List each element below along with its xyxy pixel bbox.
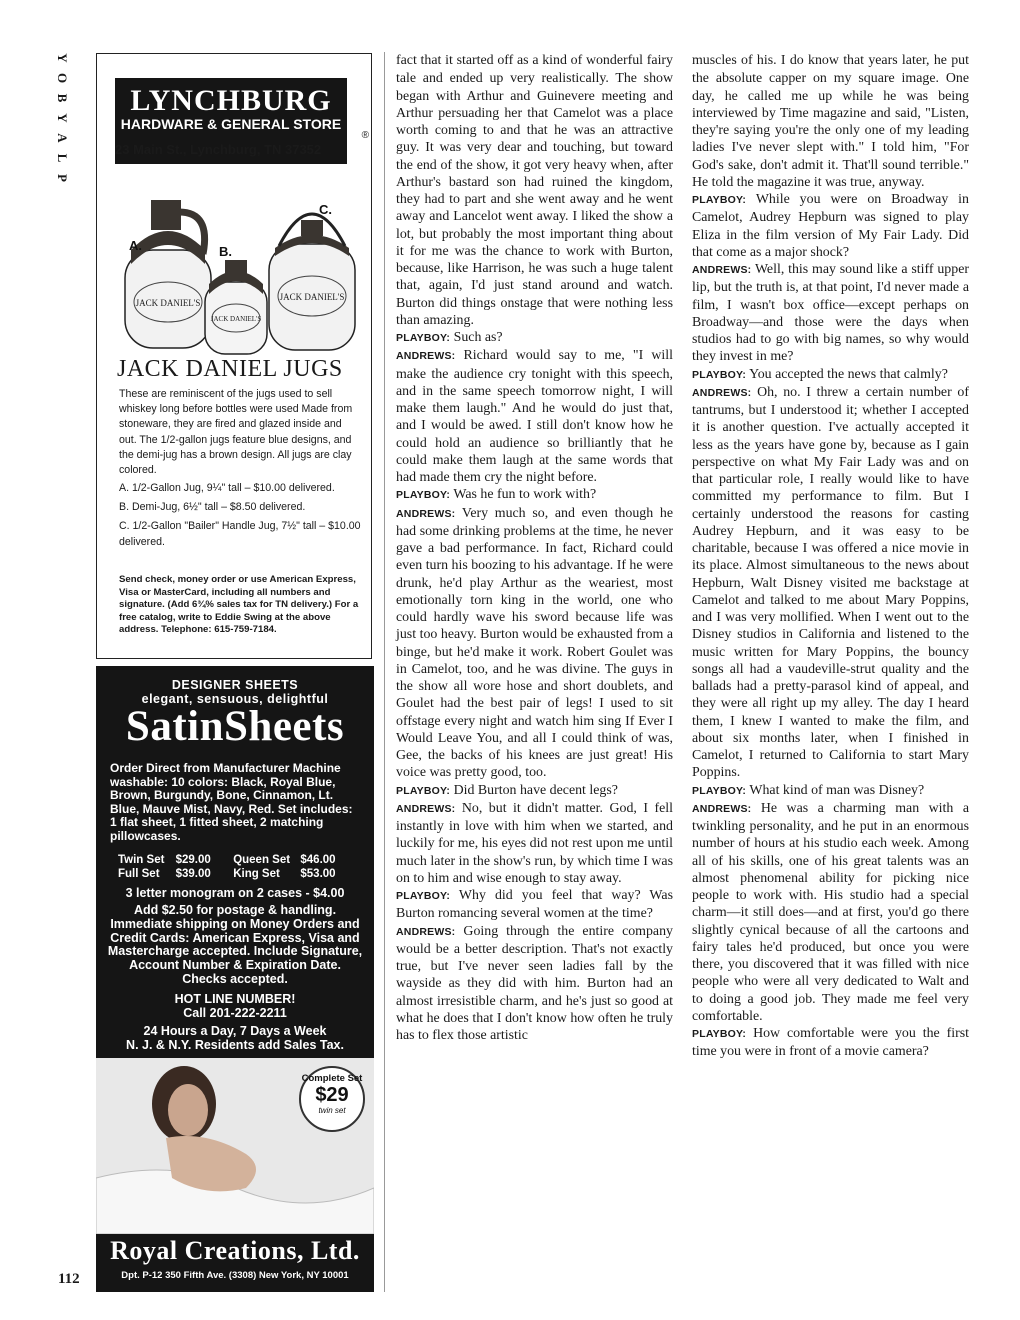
paragraph: ANDREWS: He was a charming man with a twinkling personality, and he put in an enormous number of hours at his studio each week. Among all of his skills, one of his great talents was an almost phenomenal ability for picking nice people to work with. His studio had a special charm—it still does—and at first, you'd go there slightly cynical because of all the cartoons and fairy tales he'd produced, but once you were there, you discovered that it was filled with nice people who were all very dedicated to Walt and to doing a good job. They made me feel very comfortable. (692, 800, 969, 1024)
paragraph: PLAYBOY: Such as? (396, 330, 503, 345)
jug-c-icon (269, 214, 355, 350)
company-name: Royal Creations, Ltd. (110, 1236, 360, 1265)
satin-title: SatinSheets (125, 703, 345, 750)
magazine-name-vertical: Y O B Y A L P (55, 53, 70, 182)
jugs-illustration (113, 190, 359, 358)
paragraph: PLAYBOY: You accepted the news that calmly? (692, 366, 948, 382)
paragraph: ANDREWS: No, but it didn't matter. God, I fell instantly in love with him when we started, and luckily for me, his eyes did not rest upon me until much later in the show's run, by which time I was on to him and wise enough to stay away. (396, 800, 673, 886)
registered-mark: ® (361, 130, 369, 141)
svg-text:C.: C. (319, 202, 332, 217)
article-column-1 (396, 52, 673, 1044)
paragraph: ANDREWS: Going through the entire company would be a better description. That's not exactly true, but I've never seen ladies fall by the wayside as they did with him. Burton had an almost irresistible charm, and he's just so good at what he does that I don't know how often he truly has to flex those artistic (396, 923, 673, 1043)
paragraph: ANDREWS: Very much so, and even though he had some drinking problems at the time, he never gave a bad performance. In fact, Richard could even turn his boozing to his advantage. If he were drunk, he'd play Arthur as the weariest, most emotionally torn king in the world, one who could hardly wave his sword because life was just too heavy. Burton would be exhausted from a binge, but he'd make it work. Robert Goulet was in Camelot, too, and he was divine. The guys in the show all wore hose and short doublets, and Goulet had the best pair of legs! I used to sit offstage every night and watch him sing If Ever I Would Leave You, and all I could think of was, Gee, the backs of his knees are just great! His voice was pretty good, too. (396, 505, 673, 781)
jug-item: A. 1/2-Gallon Jug, 9¼" tall – $10.00 delivered. (119, 482, 335, 494)
satin-header: DESIGNER SHEETS elegant, sensuous, delightful (141, 678, 329, 706)
jug-b-icon (205, 260, 267, 354)
store-name: LYNCHBURG (130, 84, 332, 117)
price-table (118, 854, 358, 881)
svg-text:JACK DANIEL'S: JACK DANIEL'S (135, 298, 201, 308)
paragraph: ANDREWS: Richard would say to me, "I will make the audience cry tonight with this speech, and in the same speech tomorrow night, I will make them laugh." And he would do just that, and I would be awed. I still don't know how he could hold an audience so brilliantly that he could make them laugh at the same words that had made them cry the night before. (396, 348, 673, 485)
paragraph: ANDREWS: Oh, no. I threw a certain number of tantrums, but I understood it; whether I accepted it is another question. I've actually accepted it less as the years have gone by, because as I gain perspective on what My Fair Lady was and on that particular role, I really would like to have committed my performance to film. But I certainly understood the reasons for casting Audrey Hepburn, and it was easy to be charitable, because I was offered a nice movie in its place. Almost simultaneous to the news about Hepburn, Walt Disney visited me backstage at Camelot and talked to me about Mary Poppins, and I was very mollified. When I went out to the Disney studios in California and listened to the music written for Mary Poppins, the bouncy songs all had a vaudeville-strut quality and the ballads had a pretty-parasol kind of appeal, and they were all right up my alley. The day I heard them, I knew I wanted to make the film, and about six months later, when I finished in Camelot, I returned to California to start Mary Poppins. (692, 384, 969, 781)
column-divider (384, 52, 385, 1292)
store-address: 23 Main St., Lynchburg, TN 37352 (115, 142, 322, 157)
svg-text:B.: B. (219, 244, 232, 259)
jugs-item-list (119, 481, 361, 554)
price-badge: Complete Set $29 twin set (299, 1066, 365, 1132)
price-row: Full Set $39.00 King Set $53.00 (118, 867, 336, 880)
paragraph: PLAYBOY: Was he fun to work with? (396, 487, 597, 503)
shipping-info: Add $2.50 for postage & handling. Immediate shipping on Money Orders and Credit Cards: American Express, Visa and Mastercharge accepted. Include Signature, Account Number & Expiration Date. Checks accepted. (107, 903, 363, 986)
jug-item: B. Demi-Jug, 6½" tall – $8.50 delivered. (119, 501, 306, 514)
paragraph: PLAYBOY: Why did you feel that way? Was Burton romancing several women at the time? (396, 888, 673, 922)
jugs-description: These are reminiscent of the jugs used to sell whiskey long before bottles were used Made from stoneware, they are fired and glazed inside and out. The 1/2-gallon jugs feature blue designs, and the demi-jug has a brown design. All jugs are clay colored. (119, 388, 353, 477)
satin-sheets-ad (96, 666, 374, 1292)
paragraph: ANDREWS: Well, this may sound like a stiff upper lip, but the truth is, at that point, I'd never made a film, I wasn't box office—except perhaps on Broadway—and those were the days when studios had to go with big names, so why would they invest in me? (692, 262, 969, 365)
paragraph: PLAYBOY: Did Burton have decent legs? (396, 782, 618, 798)
order-info: Send check, money order or use American Express, Visa or MasterCard, including all numbers and signature. (Add 6¾% sales tax for TN delivery.) For a free catalog, write to Eddie Swing at the above address. Telephone: 615-759-7184. (119, 574, 359, 636)
jugs-title: JACK DANIEL JUGS (117, 356, 343, 382)
lynchburg-ad (96, 53, 372, 659)
satin-description: Order Direct from Manufacturer Machine washable: 10 colors: Black, Royal Blue, Brown, Burgundy, Bone, Cinnamon, Lt. Blue, Mauve Mist, Navy, Red. Set includes: 1 flat sheet, 1 fitted sheet, 2 matching pillowcases. (110, 761, 353, 843)
paragraph: muscles of his. I do know that years later, he put the absolute capper on my square image. One day, he called me up while he was being interviewed by Time magazine and said, "Listen, they're saying you're the only one of my leading ladies I've never slept with." I told him, "For God's sake, don't admit it. That'll sound terrible." He told the magazine it was true, anyway. (692, 53, 969, 190)
hours: 24 Hours a Day, 7 Days a Week N. J. & N.Y. Residents add Sales Tax. (126, 1024, 344, 1052)
page-number: 112 (58, 1271, 80, 1287)
price-row: Twin Set $29.00 Queen Set $46.00 (118, 854, 336, 866)
svg-text:A.: A. (129, 238, 142, 253)
company-address: Dpt. P-12 350 Fifth Ave. (3308) New York, NY 10001 (121, 1270, 349, 1281)
paragraph: fact that it started off as a kind of wonderful fairy tale and ended up very realistically. The show began with Arthur and Guinevere meeting and Arthur persuading her that Camelot was a place worth coming to and that he was an attractive guy. It was very dear and touching, but toward the end of the show, it got very heavy when, after Arthur's bastard son had ruined the kingdom, they had to part and she went away and he went away and Lancelot went away. I liked the show a lot, but probably the most important thing about it for me was the chance to work with Burton, because, like Harrison, he was such a huge talent that, again, I'd just stand around and watch. Burton did things onstage that were nothing less than amazing. (396, 53, 673, 328)
paragraph: PLAYBOY: What kind of man was Disney? (692, 782, 925, 798)
article-column-2 (692, 52, 969, 1061)
paragraph: PLAYBOY: How comfortable were you the first time you were in front of a movie camera? (692, 1026, 969, 1060)
svg-text:JACK DANIEL'S: JACK DANIEL'S (279, 292, 345, 302)
store-subname: HARDWARE & GENERAL STORE (120, 116, 342, 132)
paragraph: PLAYBOY: While you were on Broadway in Camelot, Audrey Hepburn was signed to play Eliza in the film version of My Fair Lady. Did that come as a major shock? (692, 192, 969, 260)
monogram-offer: 3 letter monogram on 2 cases - $4.00 (125, 886, 345, 900)
jug-a-icon (125, 200, 211, 348)
hotline: HOT LINE NUMBER! Call 201-222-2211 (174, 992, 296, 1020)
svg-text:JACK DANIEL'S: JACK DANIEL'S (210, 315, 262, 323)
jug-item: C. 1/2-Gallon "Bailer" Handle Jug, 7½" tall – $10.00 delivered. (119, 520, 361, 548)
